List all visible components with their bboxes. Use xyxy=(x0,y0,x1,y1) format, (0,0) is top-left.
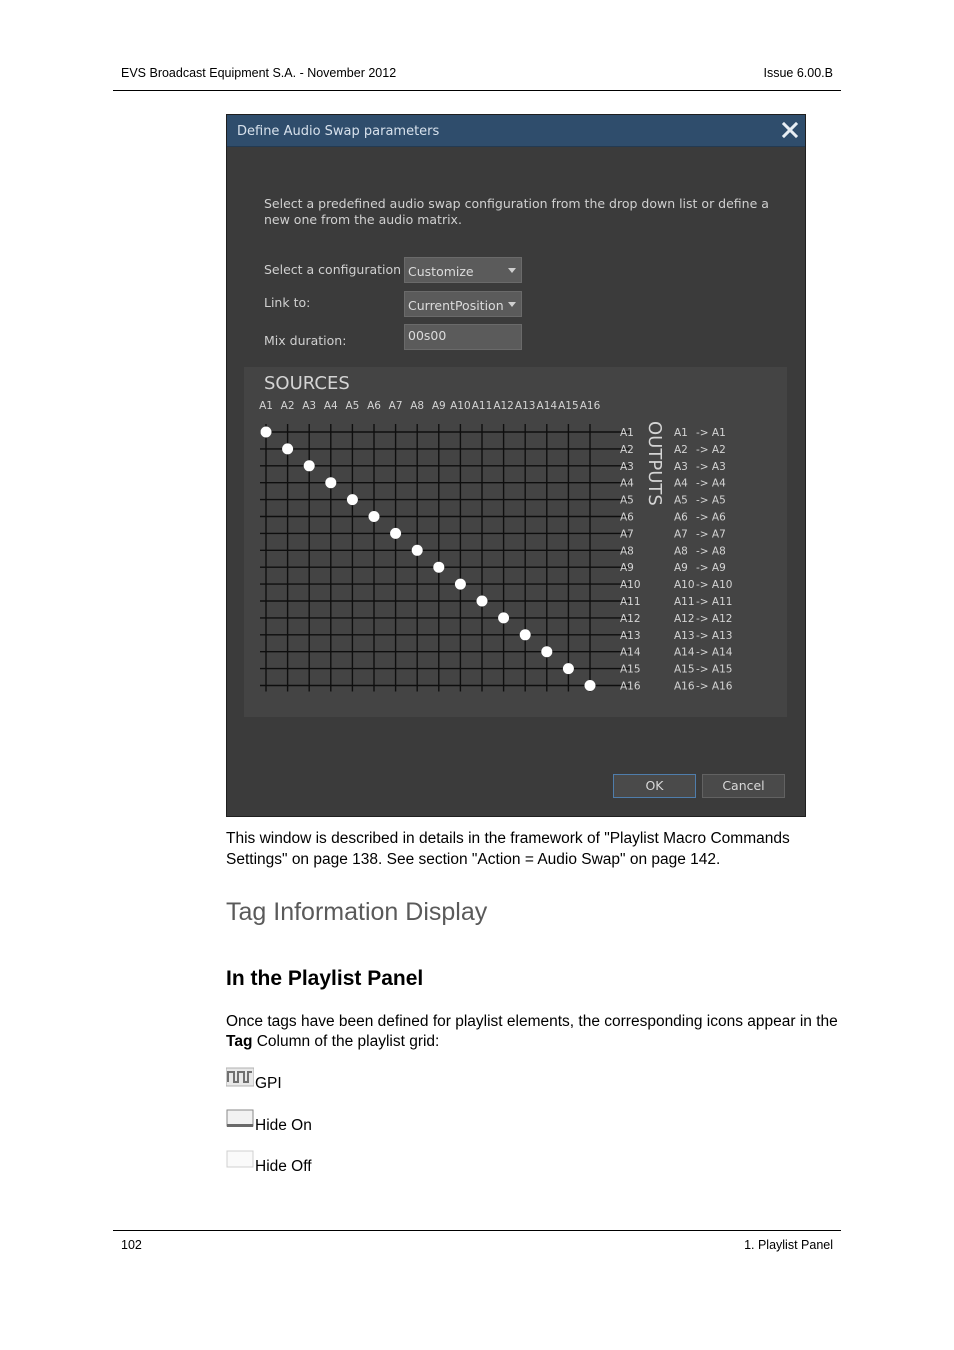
output-label: A15 xyxy=(620,663,641,676)
matrix-route-dot xyxy=(282,443,293,454)
mapping-from: A6 xyxy=(674,511,688,524)
close-icon[interactable] xyxy=(780,120,800,140)
source-label: A15 xyxy=(558,400,579,412)
mapping-to: -> A12 xyxy=(696,612,733,625)
dialog-title: Define Audio Swap parameters xyxy=(237,124,440,139)
gpi-icon xyxy=(226,1066,254,1088)
mapping-to: -> A4 xyxy=(696,477,726,490)
instructions-line1: Select a predefined audio swap configuration from the drop down list or define a xyxy=(264,196,769,211)
header-right: Issue 6.00.B xyxy=(763,66,833,80)
footer-chapter: 1. Playlist Panel xyxy=(744,1238,833,1252)
mapping-from: A8 xyxy=(674,545,688,558)
matrix-route-dot xyxy=(325,477,336,488)
matrix-route-dot xyxy=(585,680,596,691)
output-label: A12 xyxy=(620,612,641,625)
hide-off-icon xyxy=(226,1149,254,1171)
mapping-from: A13 xyxy=(674,629,695,642)
config-label: Select a configuration xyxy=(264,262,402,277)
matrix-route-dot xyxy=(412,545,423,556)
output-label: A5 xyxy=(620,494,634,507)
mapping-to: -> A7 xyxy=(696,528,726,541)
source-label: A14 xyxy=(536,400,558,412)
mix-value: 00s00 xyxy=(408,328,447,343)
source-label: A5 xyxy=(345,400,360,412)
source-label: A3 xyxy=(302,400,317,412)
output-label: A8 xyxy=(620,545,634,558)
link-value: CurrentPosition xyxy=(408,298,504,313)
mix-label: Mix duration: xyxy=(264,333,347,348)
caption-line1: This window is described in details in the framework of "Playlist Macro Commands xyxy=(226,830,790,847)
output-label: A3 xyxy=(620,460,634,473)
mix-duration-field[interactable] xyxy=(404,324,522,350)
link-dropdown[interactable] xyxy=(404,291,522,317)
source-label: A16 xyxy=(579,400,601,412)
para-rest: Column of the playlist grid: xyxy=(252,1033,440,1050)
source-label: A8 xyxy=(410,400,425,412)
matrix-route-dot xyxy=(455,579,466,590)
tag-bold: Tag xyxy=(226,1033,253,1050)
matrix-route-dot xyxy=(520,629,531,640)
mapping-from: A15 xyxy=(674,663,695,676)
config-dropdown[interactable] xyxy=(404,257,522,283)
audio-matrix[interactable] xyxy=(244,367,787,717)
mapping-to: -> A16 xyxy=(696,680,733,693)
link-label: Link to: xyxy=(264,295,311,310)
mapping-from: A5 xyxy=(674,494,688,507)
mapping-to: -> A9 xyxy=(696,562,726,575)
output-label: A14 xyxy=(620,646,641,659)
matrix-route-dot xyxy=(304,460,315,471)
cancel-button[interactable]: Cancel xyxy=(702,774,785,798)
hide-on-icon xyxy=(226,1108,254,1130)
matrix-route-dot xyxy=(477,596,488,607)
matrix-route-dot xyxy=(433,562,444,573)
mapping-from: A9 xyxy=(674,562,688,575)
matrix-route-dot xyxy=(369,511,380,522)
source-label: A2 xyxy=(280,400,295,412)
chevron-down-icon xyxy=(508,268,516,273)
mapping-to: -> A1 xyxy=(696,427,726,439)
audio-swap-dialog xyxy=(226,114,806,817)
mapping-from: A2 xyxy=(674,443,688,456)
matrix-route-dot xyxy=(347,494,358,505)
mapping-to: -> A5 xyxy=(696,494,726,507)
legend-gpi-label: GPI xyxy=(255,1075,282,1092)
mapping-to: -> A15 xyxy=(696,663,733,676)
matrix-route-dot xyxy=(498,612,509,623)
output-label: A16 xyxy=(620,680,641,693)
mapping-to: -> A11 xyxy=(696,596,733,608)
mapping-to: -> A13 xyxy=(696,629,733,642)
source-label: A9 xyxy=(431,400,446,412)
matrix-route-dot xyxy=(390,528,401,539)
mapping-from: A12 xyxy=(674,612,695,625)
mapping-to: -> A10 xyxy=(696,579,733,592)
mapping-to: -> A6 xyxy=(696,511,726,524)
source-label: A10 xyxy=(450,400,471,412)
mapping-from: A7 xyxy=(674,528,688,541)
section-title: Tag Information Display xyxy=(226,898,488,926)
subsection-title: In the Playlist Panel xyxy=(226,967,424,990)
mapping-to: -> A2 xyxy=(696,443,726,456)
mapping-to: -> A3 xyxy=(696,460,726,473)
chevron-down-icon xyxy=(508,302,516,307)
output-label: A6 xyxy=(620,511,634,524)
header-rule xyxy=(113,90,841,91)
mapping-to: -> A8 xyxy=(696,545,726,558)
header-left: EVS Broadcast Equipment S.A. - November 2012 xyxy=(121,66,397,80)
output-label: A13 xyxy=(620,629,641,642)
mapping-from: A1 xyxy=(674,427,688,439)
mapping-from: A16 xyxy=(674,680,695,693)
matrix-route-dot xyxy=(261,427,272,438)
matrix-route-dot xyxy=(541,646,552,657)
footer-page-number: 102 xyxy=(121,1238,142,1252)
para-line2 xyxy=(226,1031,439,1052)
source-label: A4 xyxy=(323,400,338,412)
source-label: A7 xyxy=(388,400,403,412)
mapping-from: A4 xyxy=(674,477,688,490)
mapping-from: A14 xyxy=(674,646,695,659)
config-value: Customize xyxy=(408,264,474,279)
source-label: A1 xyxy=(259,400,273,412)
para-line1: Once tags have been defined for playlist elements, the corresponding icons appear in the xyxy=(226,1013,838,1030)
legend-hide-off-label: Hide Off xyxy=(255,1158,312,1175)
output-label: A7 xyxy=(620,528,634,541)
dialog-titlebar xyxy=(227,115,805,147)
source-label: A12 xyxy=(493,400,514,412)
ok-button[interactable]: OK xyxy=(613,774,696,798)
output-label: A2 xyxy=(620,443,634,456)
instructions-line2: new one from the audio matrix. xyxy=(264,212,462,227)
mapping-from: A11 xyxy=(674,596,695,608)
output-label: A10 xyxy=(620,579,641,592)
output-label: A4 xyxy=(620,477,634,490)
matrix-route-dot xyxy=(563,663,574,674)
legend-hide-on-label: Hide On xyxy=(255,1117,312,1134)
output-label: A9 xyxy=(620,562,634,575)
source-label: A6 xyxy=(367,400,381,412)
mapping-from: A10 xyxy=(674,579,695,592)
footer-rule xyxy=(113,1230,841,1231)
output-label: A11 xyxy=(620,596,641,608)
caption-line2: Settings" on page 138. See section "Action = Audio Swap" on page 142. xyxy=(226,851,721,868)
outputs-title: OUTPUTS xyxy=(644,421,665,506)
source-label: A11 xyxy=(471,400,493,412)
mapping-to: -> A14 xyxy=(696,646,733,659)
audio-matrix-panel xyxy=(244,367,787,717)
mapping-from: A3 xyxy=(674,460,688,473)
source-label: A13 xyxy=(514,400,536,412)
output-label: A1 xyxy=(620,427,634,439)
sources-title: SOURCES xyxy=(264,373,350,394)
